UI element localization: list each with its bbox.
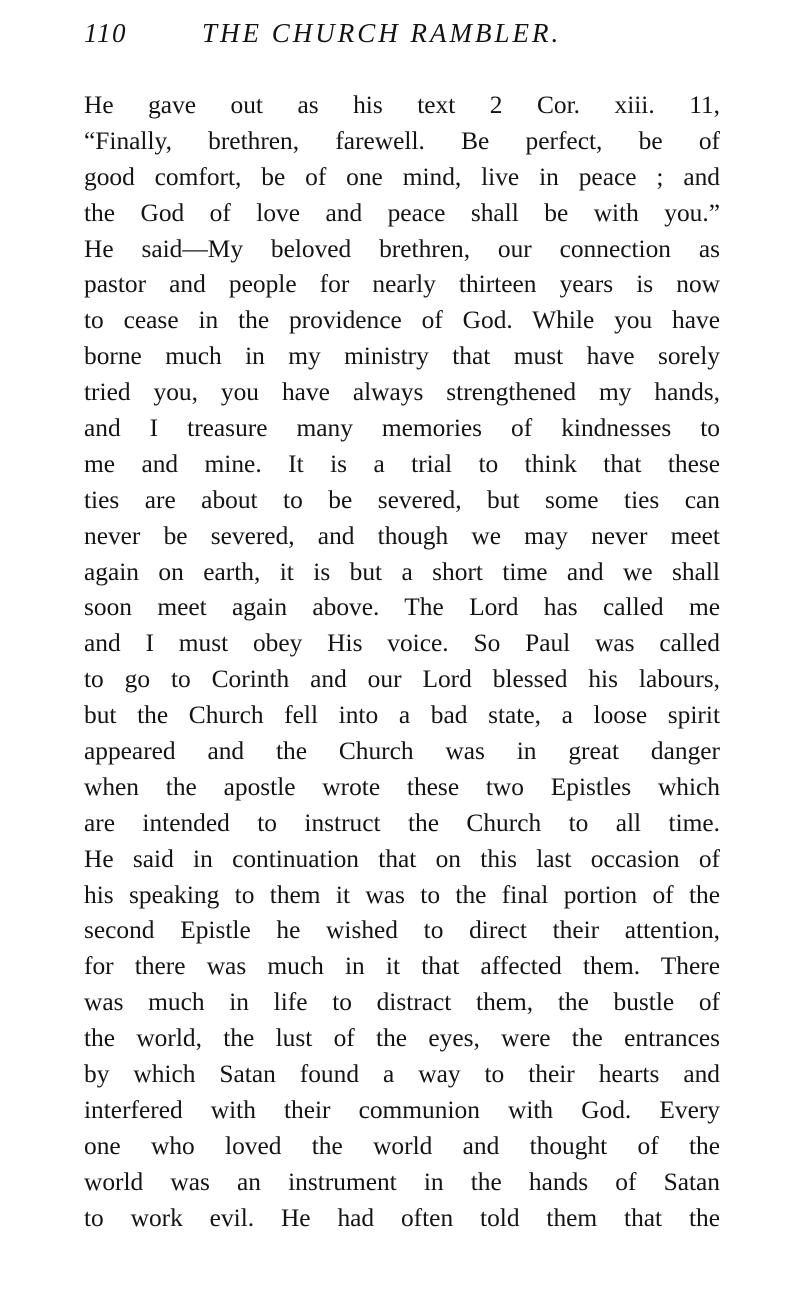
text-line: his speaking to them it was to the final portion of the — [84, 880, 720, 909]
text-line: interfered with their communion with God. Every — [84, 1095, 720, 1124]
text-line: world was an instrument in the hands of Satan — [84, 1167, 720, 1196]
body-text — [84, 88, 720, 1237]
text-line: to go to Corinth and our Lord blessed his labours, — [84, 665, 720, 694]
text-line: when the apostle wrote these two Epistles which — [84, 772, 720, 801]
text-line: good comfort, be of one mind, live in peace ; and — [84, 162, 720, 191]
text-line: again on earth, it is but a short time and we shall — [84, 557, 720, 586]
text-line: He said in continuation that on this last occasion of — [84, 844, 720, 873]
text-line: and I must obey His voice. So Paul was called — [84, 629, 720, 658]
text-line: to cease in the providence of God. While you have — [84, 306, 720, 335]
text-line: by which Satan found a way to their hearts and — [84, 1060, 720, 1089]
text-line: are intended to instruct the Church to all time. — [84, 808, 720, 837]
text-line: to work evil. He had often told them that the — [84, 1203, 720, 1232]
text-line: second Epistle he wished to direct their attention, — [84, 916, 720, 945]
text-line: borne much in my ministry that must have sorely — [84, 342, 720, 371]
text-line: the God of love and peace shall be with you.” — [84, 198, 720, 227]
running-head — [84, 18, 724, 58]
text-line: but the Church fell into a bad state, a loose spirit — [84, 701, 720, 730]
page-number: 110 — [84, 18, 127, 48]
text-line: He gave out as his text 2 Cor. xiii. 11, — [84, 91, 720, 119]
text-line: one who loved the world and thought of the — [84, 1131, 720, 1160]
text-line: for there was much in it that affected them. There — [84, 952, 720, 981]
text-line: ties are about to be severed, but some ties can — [84, 485, 720, 514]
text-line: was much in life to distract them, the bustle of — [84, 988, 720, 1017]
page-heading: THE CHURCH RAMBLER. — [202, 18, 562, 48]
text-line: tried you, you have always strengthened my hands, — [84, 378, 720, 407]
text-line: He said—My beloved brethren, our connection as — [84, 234, 720, 263]
text-line: soon meet again above. The Lord has called me — [84, 593, 720, 622]
text-line: me and mine. It is a trial to think that these — [84, 449, 720, 478]
text-line: never be severed, and though we may never meet — [84, 521, 720, 550]
text-line: “Finally, brethren, farewell. Be perfect, be of — [84, 126, 720, 155]
text-line: and I treasure many memories of kindnesses to — [84, 414, 720, 443]
text-line: appeared and the Church was in great danger — [84, 737, 720, 766]
text-line: the world, the lust of the eyes, were the entrances — [84, 1024, 720, 1053]
text-line: pastor and people for nearly thirteen years is now — [84, 270, 720, 299]
